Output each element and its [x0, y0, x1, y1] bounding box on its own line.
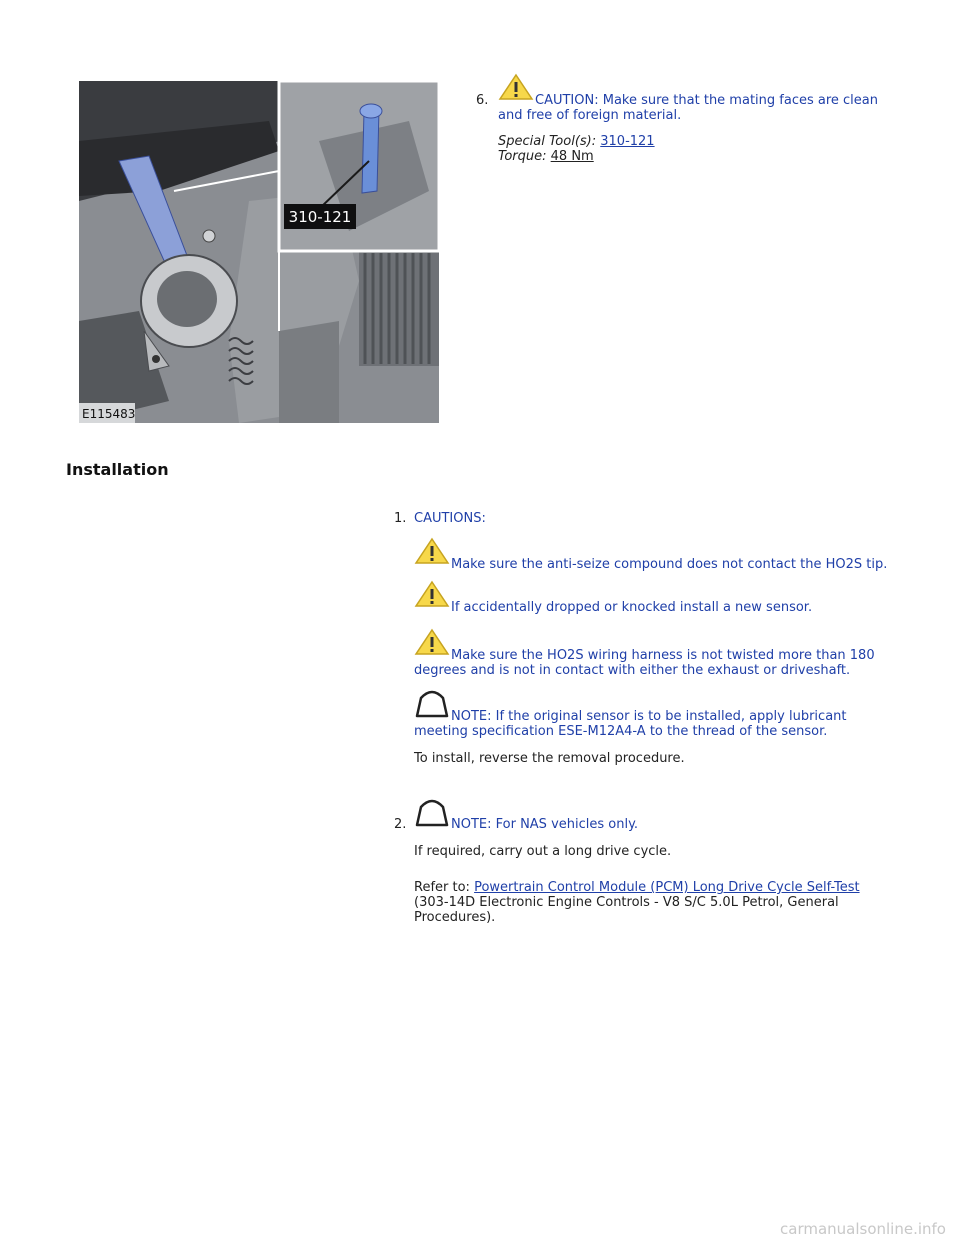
special-tool-link[interactable]: 310-121 [600, 134, 655, 149]
procedure-illustration [79, 81, 439, 423]
note-text-cont: meeting specification ESE-M12A4-A to the thread of the sensor. [414, 724, 828, 739]
refer-text-cont: Procedures). [414, 910, 496, 925]
caution-text: Make sure the anti-seize compound does not contact the HO2S tip. [451, 557, 888, 572]
note-text: NOTE: If the original sensor is to be installed, apply lubricant [451, 709, 847, 724]
torque-value: 48 Nm [550, 149, 594, 164]
caution-text: Make sure the HO2S wiring harness is not twisted more than 180 [451, 648, 875, 663]
caution-icon [498, 73, 534, 101]
step-number: 6. [476, 93, 489, 108]
note-icon [414, 797, 450, 827]
engine-sensor-drawing [79, 81, 439, 423]
site-watermark: carmanualsonline.info [780, 1220, 946, 1238]
step-number: 2. [394, 817, 407, 832]
caution-text: CAUTION: Make sure that the mating faces are clean [535, 93, 878, 108]
caution-text-cont: and free of foreign material. [498, 108, 682, 123]
instruction-text: If required, carry out a long drive cycle. [414, 844, 672, 859]
caution-icon [414, 628, 450, 656]
refer-text-cont: (303-14D Electronic Engine Controls - V8 S/C 5.0L Petrol, General [414, 895, 839, 910]
caution-icon [414, 580, 450, 608]
caution-icon [414, 537, 450, 565]
refer-link[interactable]: Powertrain Control Module (PCM) Long Drive Cycle Self-Test [474, 880, 860, 895]
figure-id-label: E115483 [82, 407, 136, 421]
caution-text: If accidentally dropped or knocked install a new sensor. [451, 600, 813, 615]
section-heading: Installation [66, 460, 169, 479]
tool-callout-label: 310-121 [288, 208, 352, 226]
torque-label: Torque: [498, 149, 547, 164]
special-tools-label: Special Tool(s): [498, 134, 597, 149]
note-text: NOTE: For NAS vehicles only. [451, 817, 639, 832]
note-icon [414, 688, 450, 718]
caution-text-cont: degrees and is not in contact with either the exhaust or driveshaft. [414, 663, 851, 678]
instruction-text: To install, reverse the removal procedure. [414, 751, 685, 766]
step-number: 1. [394, 511, 407, 526]
cautions-heading: CAUTIONS: [414, 511, 486, 526]
refer-label: Refer to: [414, 880, 470, 895]
